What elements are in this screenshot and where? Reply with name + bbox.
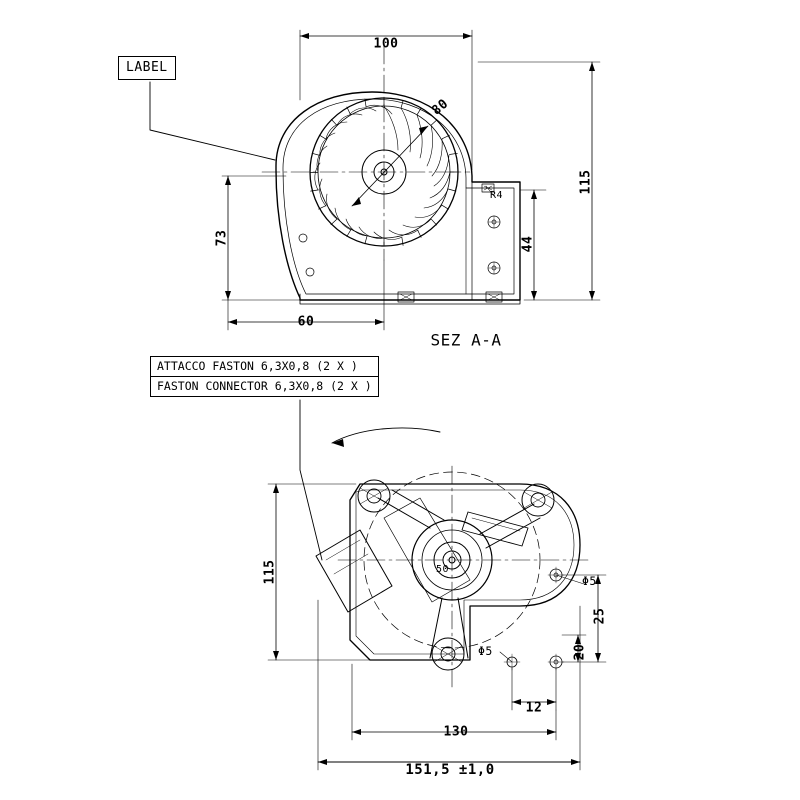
dim-100-text: 100 <box>373 36 399 52</box>
dim-impeller-80 <box>352 126 428 206</box>
dim-151-5-text: 151,5 ±1,0 <box>405 762 495 778</box>
cover-plate <box>384 498 470 602</box>
dim-151-5 <box>318 600 580 770</box>
dim-60-text: 60 <box>297 314 315 330</box>
faston-leader-line <box>300 400 322 560</box>
rotation-arrow <box>332 428 440 447</box>
dim-d5-leaders <box>500 575 584 662</box>
dim-12-text: 12 <box>525 700 543 716</box>
dim-115-top-text: 115 <box>578 169 594 195</box>
faston-tab <box>316 530 392 612</box>
terminal-block <box>462 512 528 546</box>
shaft-note-text: 50 <box>436 564 450 575</box>
dim-25-text: 25 <box>592 607 608 625</box>
plate-screw-holes <box>504 567 564 670</box>
section-view-title: SEZ A-A <box>430 330 502 350</box>
dim-115-bottom-text: 115 <box>262 559 278 585</box>
callout-faston-en: FASTON CONNECTOR 6,3X0,8 (2 X ) <box>151 376 378 396</box>
mounting-bosses <box>358 480 554 670</box>
dim-d5-upper-text: Φ5 <box>582 574 597 588</box>
label-leader-line <box>150 82 275 160</box>
dim-130-text: 130 <box>443 724 469 740</box>
dim-80-text: 80 <box>429 96 452 119</box>
dim-73-text: 73 <box>214 229 230 247</box>
housing-bosses <box>299 216 500 276</box>
dim-d5-lower-text: Φ5 <box>478 644 493 658</box>
dim-115-bottom <box>268 484 370 660</box>
centerlines-top <box>262 46 470 260</box>
dim-20-text: 20 <box>572 643 588 661</box>
dim-r4-text: R4 <box>490 190 504 201</box>
callout-label-box <box>118 56 176 80</box>
dim-73 <box>222 176 300 300</box>
callout-label-text: LABEL <box>126 60 168 75</box>
callout-faston-box <box>150 356 379 397</box>
callout-faston-it: ATTACCO FASTON 6,3X0,8 (2 X ) <box>157 359 358 373</box>
dim-44-text: 44 <box>520 235 536 253</box>
